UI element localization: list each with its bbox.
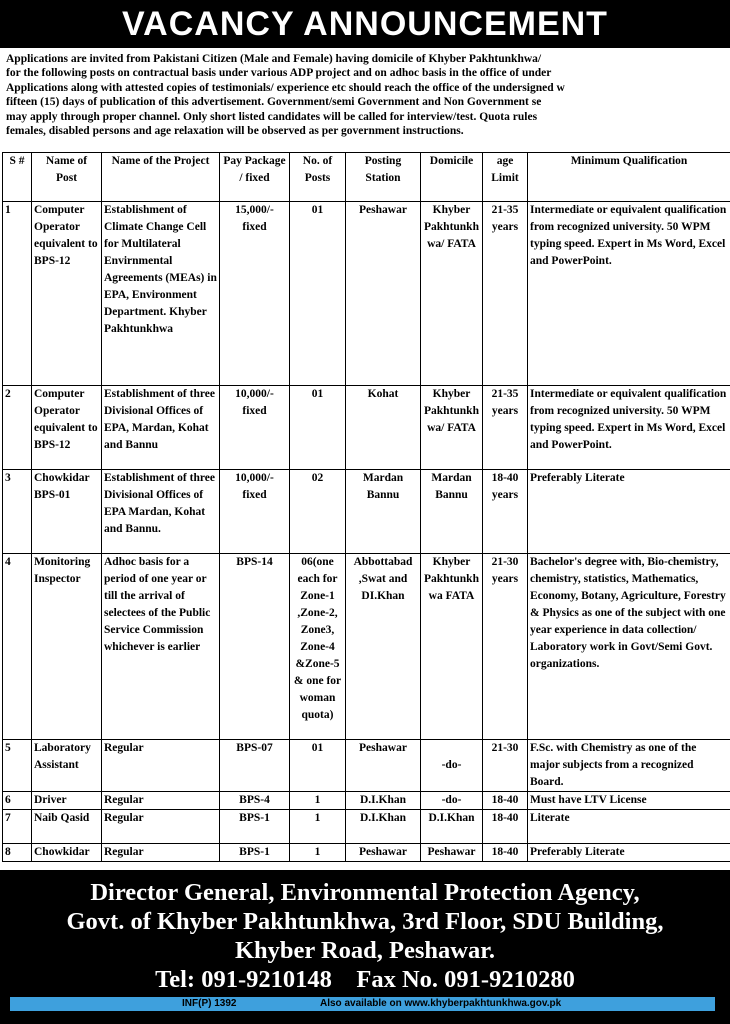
intro-line: Applications along with attested copies of testimonials/ experience etc should reach the office of the undersigned w [6,81,565,94]
cell-age: 18-40 [483,810,528,844]
table-header-row [3,153,730,202]
cell-post: Computer Operator equivalent to BPS-12 [32,386,102,470]
footer-line-1: Director General, Environmental Protection Agency, [90,879,640,906]
header-post: Name of Post [32,153,102,202]
cell-station: Mardan Bannu [346,470,421,554]
table-row [3,554,730,740]
cell-posts: 1 [290,792,346,810]
cell-domicile: Peshawar [421,844,483,862]
cell-post: Chowkidar [32,844,102,862]
cell-pay: 10,000/- fixed [220,470,290,554]
cell-domicile: Khyber Pakhtunkhwa/ FATA [421,202,483,386]
cell-qualification: F.Sc. with Chemistry as one of the major subjects from a recognized Board. [528,740,730,792]
cell-project: Regular [102,792,220,810]
cell-domicile: Khyber Pakhtunkhwa FATA [421,554,483,740]
table-row [3,810,730,844]
footer-line-2: Govt. of Khyber Pakhtunkhwa, 3rd Floor, SDU Building, [66,908,664,935]
cell-posts: 01 [290,386,346,470]
info-bar [10,997,715,1011]
cell-posts: 06(one each for Zone-1 ,Zone-2, Zone3, Zone-4 &Zone-5 & one for woman quota) [290,554,346,740]
cell-domicile: Mardan Bannu [421,470,483,554]
cell-station: Kohat [346,386,421,470]
cell-post: Naib Qasid [32,810,102,844]
header-qualification: Minimum Qualification [528,153,730,202]
cell-qualification: Preferably Literate [528,470,730,554]
intro-line: Applications are invited from Pakistani Citizen (Male and Female) having domicile of Khyber Pakhtunkhwa/ [6,53,542,65]
table-row [3,386,730,470]
cell-age: 21-35 years [483,386,528,470]
cell-age: 18-40 [483,792,528,810]
cell-qualification: Preferably Literate [528,844,730,862]
cell-posts: 1 [290,844,346,862]
inf-code: INF(P) 1392 [182,998,237,1009]
cell-pay: BPS-1 [220,810,290,844]
cell-station: Peshawar [346,740,421,792]
cell-sno: 3 [3,470,32,554]
cell-project: Establishment of three Divisional Offices of EPA Mardan, Kohat and Bannu. [102,470,220,554]
fax-label: Fax No. [356,966,439,993]
cell-post: Chowkidar BPS-01 [32,470,102,554]
cell-sno: 5 [3,740,32,792]
cell-pay: BPS-4 [220,792,290,810]
tel-number: 091-9210148 [201,966,332,993]
page-title: VACANCY ANNOUNCEMENT [0,0,730,48]
table-row [3,470,730,554]
cell-age: 21-30 years [483,554,528,740]
cell-station: D.I.Khan [346,810,421,844]
table-row [3,844,730,862]
cell-sno: 7 [3,810,32,844]
cell-domicile: -do- [421,740,483,792]
cell-station: Peshawar [346,844,421,862]
cell-project: Regular [102,844,220,862]
cell-pay: 15,000/- fixed [220,202,290,386]
cell-post: Laboratory Assistant [32,740,102,792]
tel-label: Tel: [155,966,196,993]
intro-line: fifteen (15) days of publication of this advertisement. Government/semi Government and Non Government se [6,96,542,109]
cell-posts: 1 [290,810,346,844]
cell-station: D.I.Khan [346,792,421,810]
cell-sno: 6 [3,792,32,810]
cell-post: Monitoring Inspector [32,554,102,740]
footer-contact-line [0,965,730,994]
cell-project: Adhoc basis for a period of one year or till the arrival of selectees of the Public Service Commission whichever is earlier [102,554,220,740]
cell-age: 18-40 years [483,470,528,554]
cell-station: Abbottabad ,Swat and DI.Khan [346,554,421,740]
header-pay: Pay Package / fixed [220,153,290,202]
cell-age: 18-40 [483,844,528,862]
cell-qualification: Intermediate or equivalent qualification from recognized university. 50 WPM typing speed. Expert in Ms Word, Excel and PowerPoint. [528,202,730,386]
cell-project: Regular [102,810,220,844]
header-station: Posting Station [346,153,421,202]
cell-domicile: D.I.Khan [421,810,483,844]
vacancy-table [2,152,730,862]
cell-qualification: Literate [528,810,730,844]
cell-domicile: Khyber Pakhtunkhwa/ FATA [421,386,483,470]
footer-line-3: Khyber Road, Peshawar. [234,937,495,964]
cell-station: Peshawar [346,202,421,386]
table-row [3,792,730,810]
cell-project: Regular [102,740,220,792]
cell-posts: 02 [290,470,346,554]
cell-project: Establishment of three Divisional Offices of EPA, Mardan, Kohat and Bannu [102,386,220,470]
table-row [3,740,730,792]
contact-footer [0,870,730,1024]
cell-pay: 10,000/- fixed [220,386,290,470]
cell-qualification: Must have LTV License [528,792,730,810]
header-age: age Limit [483,153,528,202]
cell-posts: 01 [290,202,346,386]
cell-sno: 2 [3,386,32,470]
header-project: Name of the Project [102,153,220,202]
cell-qualification: Intermediate or equivalent qualification from recognized university. 50 WPM typing speed. Expert in Ms Word, Excel and PowerPoint. [528,386,730,470]
table-row [3,202,730,386]
cell-sno: 4 [3,554,32,740]
fax-number: 091-9210280 [444,966,575,993]
cell-post: Computer Operator equivalent to BPS-12 [32,202,102,386]
cell-age: 21-30 [483,740,528,792]
cell-domicile: -do- [421,792,483,810]
header-sno: S # [3,153,32,202]
intro-line: may apply through proper channel. Only short listed candidates will be called for interview/test. Quota rules [6,110,538,123]
header-posts: No. of Posts [290,153,346,202]
cell-qualification: Bachelor's degree with, Bio-chemistry, chemistry, statistics, Mathematics, Economy, Botany, Agriculture, Forestry & Physics as one of the subject with one year experience in data collection/ Laboratory work in Govt/Semi Govt. organizations. [528,554,730,740]
cell-pay: BPS-14 [220,554,290,740]
intro-line: females, disabled persons and age relaxation will be observed as per government instructions. [6,125,464,138]
cell-sno: 1 [3,202,32,386]
intro-line: for the following posts on contractual basis under various ADP project and on adhoc basis in the office of under [6,67,552,80]
cell-pay: BPS-1 [220,844,290,862]
cell-age: 21-35 years [483,202,528,386]
intro-paragraph [6,52,728,138]
website-note: Also available on www.khyberpakhtunkhwa.gov.pk [320,998,562,1009]
cell-post: Driver [32,792,102,810]
header-domicile: Domicile [421,153,483,202]
cell-project: Establishment of Climate Change Cell for Multilateral Envirnmental Agreements (MEAs) in EPA, Environment Department. Khyber Pakhtunkhwa [102,202,220,386]
cell-pay: BPS-07 [220,740,290,792]
cell-posts: 01 [290,740,346,792]
cell-sno: 8 [3,844,32,862]
